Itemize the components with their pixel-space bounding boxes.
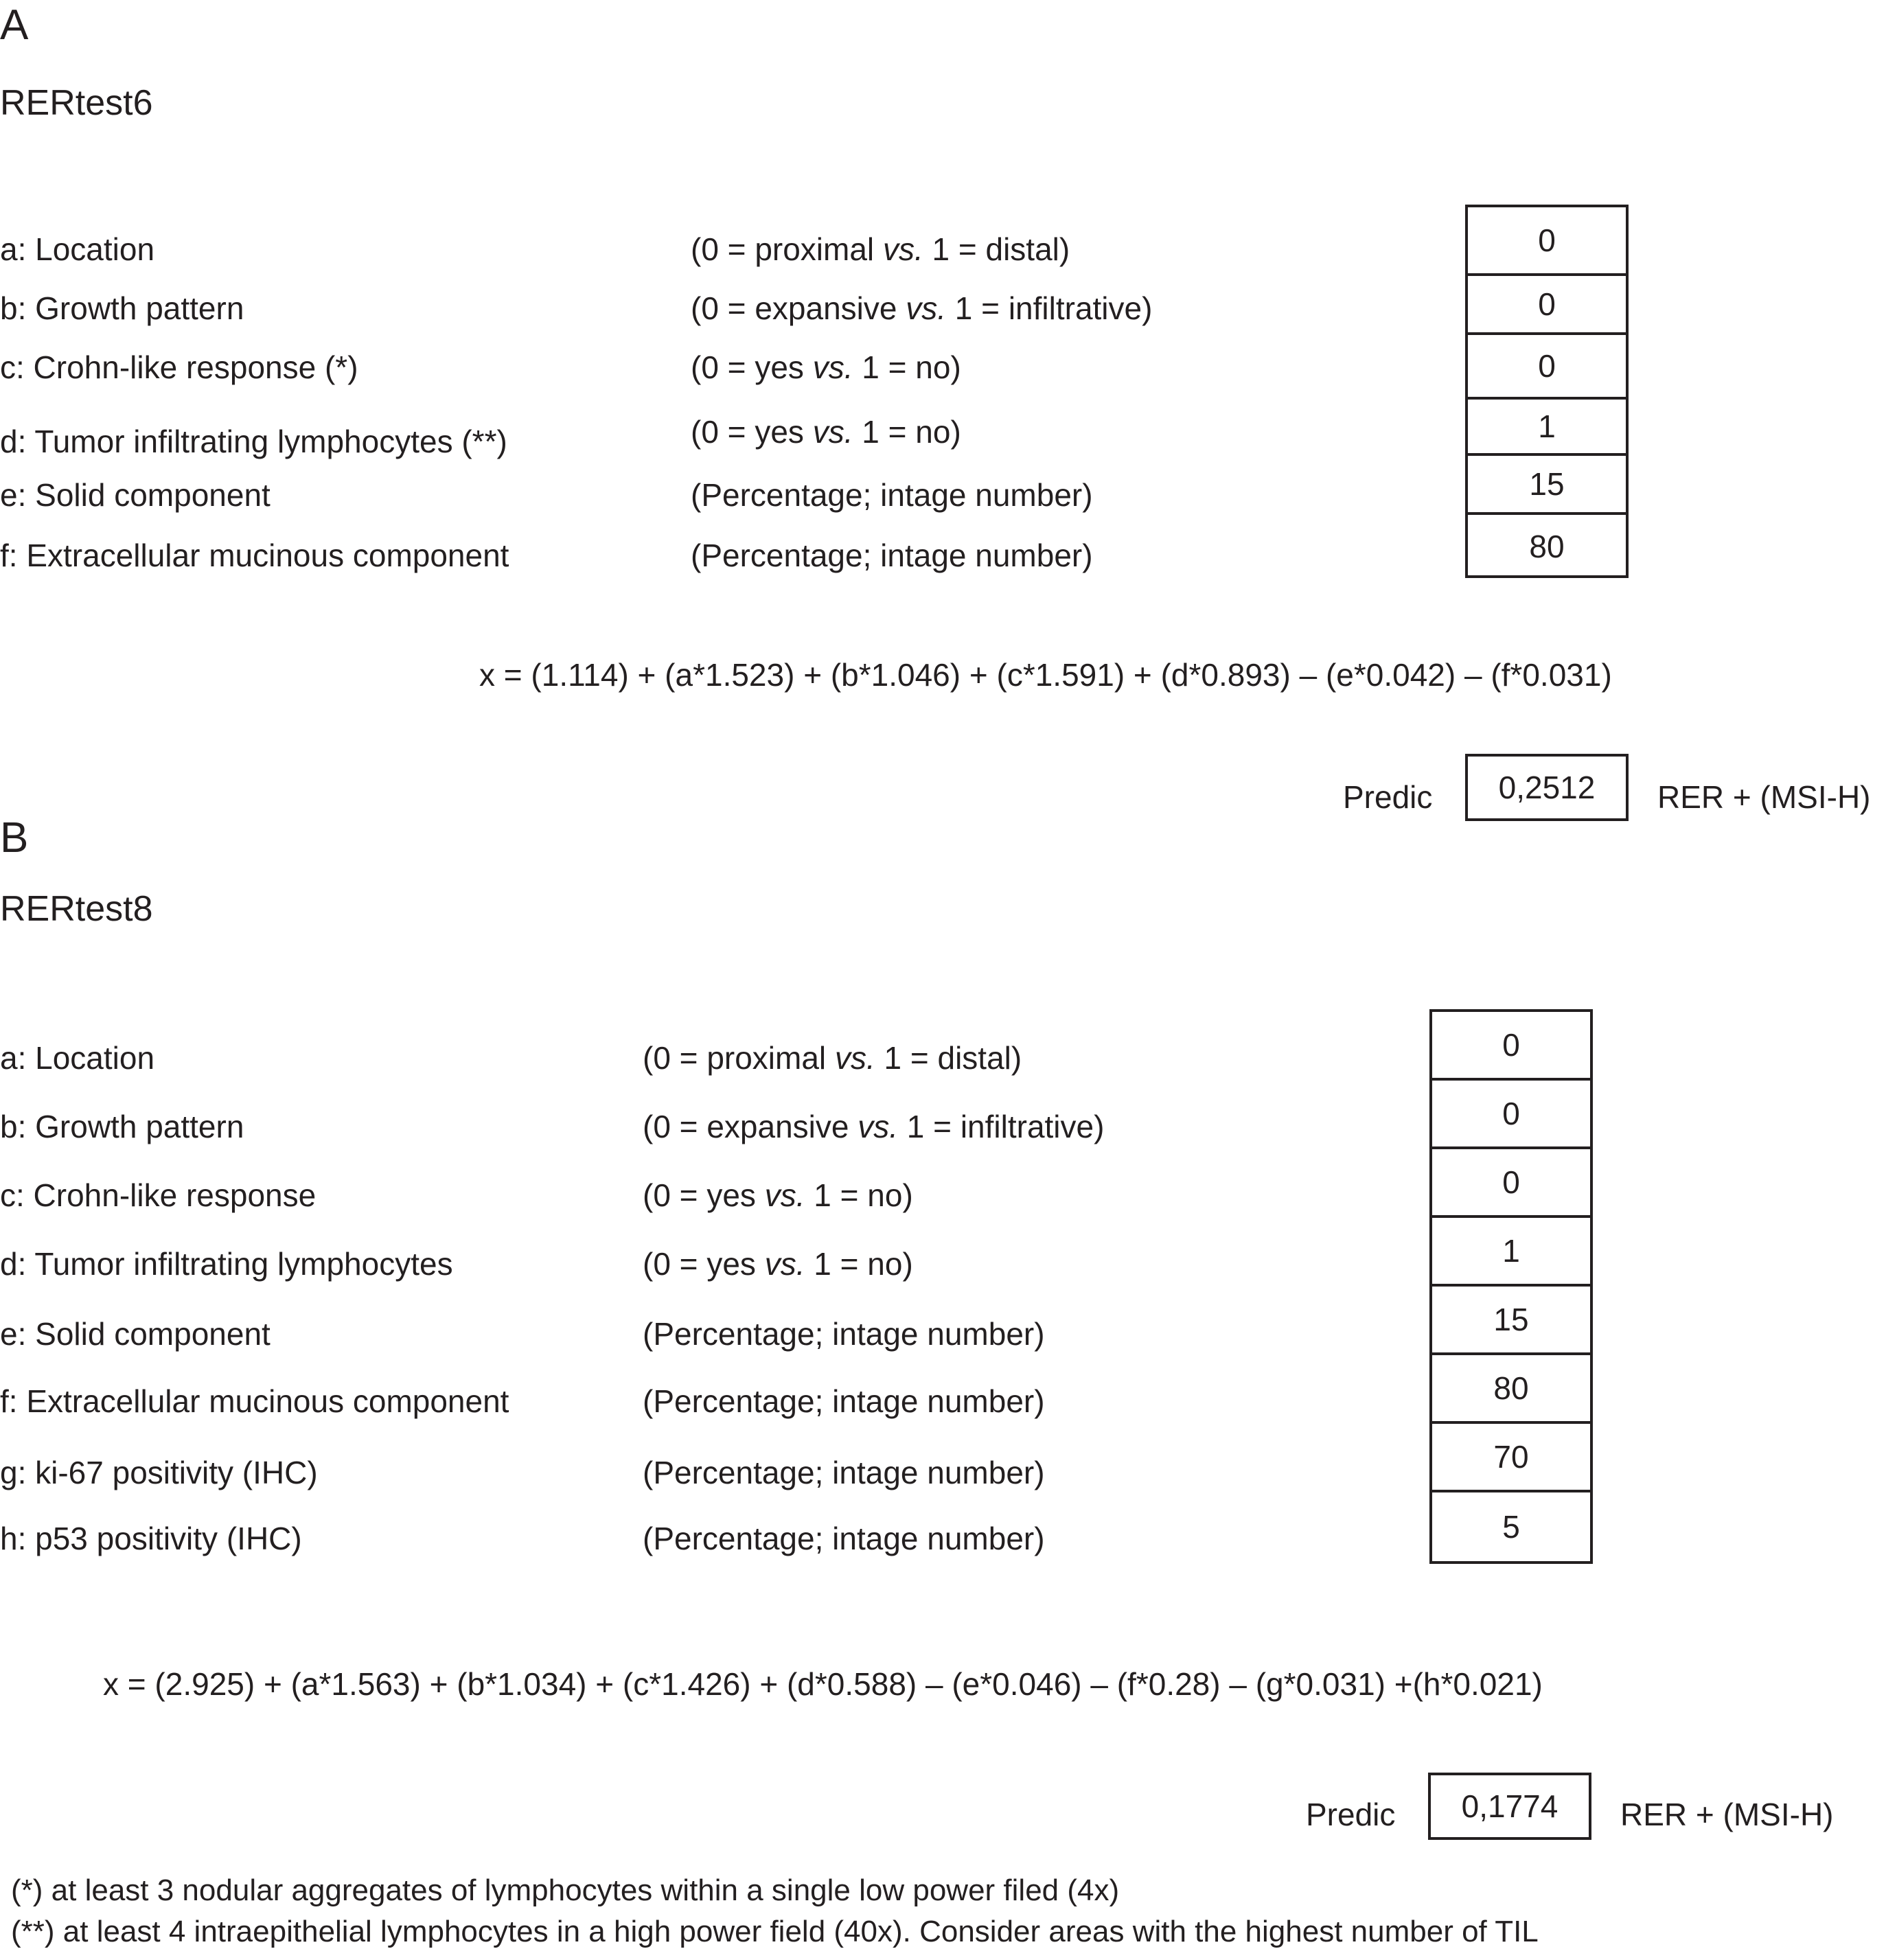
panel-a-option-e: (Percentage; intage number): [691, 477, 1093, 513]
panel-b-label-g: g: ki-67 positivity (IHC): [0, 1455, 318, 1490]
panel-a-option-c: (0 = yes vs. 1 = no): [691, 349, 961, 385]
panel-a-value-c: 0: [1468, 332, 1626, 397]
panel-a-label-b: b: Growth pattern: [0, 290, 244, 326]
panel-b-value-a: 0: [1502, 1027, 1520, 1063]
panel-a-option-d: (0 = yes vs. 1 = no): [691, 414, 961, 450]
panel-b-formula: x = (2.925) + (a*1.563) + (b*1.034) + (c*1.426) + (d*0.588) – (e*0.046) – (f*0.28) – (g*0.031) +(h*0.021): [103, 1666, 1543, 1702]
panel-b-predic-value: 0,1774: [1461, 1788, 1559, 1824]
panel-b-option-e: (Percentage; intage number): [643, 1316, 1045, 1352]
panel-b-label-d: d: Tumor infiltrating lymphocytes: [0, 1246, 453, 1282]
panel-a-result: RER + (MSI-H): [1657, 779, 1871, 815]
panel-a-letter: A: [0, 1, 29, 49]
panel-a-value-f: 80: [1468, 512, 1626, 578]
panel-b-option-b: (0 = expansive vs. 1 = infiltrative): [643, 1109, 1105, 1144]
panel-a-label-d: d: Tumor infiltrating lymphocytes (**): [0, 424, 507, 459]
panel-a-label-f: f: Extracellular mucinous component: [0, 538, 509, 573]
panel-b-option-c: (0 = yes vs. 1 = no): [643, 1177, 913, 1213]
panel-a-value-e: 15: [1468, 453, 1626, 512]
panel-b-option-h: (Percentage; intage number): [643, 1521, 1045, 1556]
panel-a-option-a: (0 = proximal vs. 1 = distal): [691, 231, 1070, 267]
panel-b-option-d: (0 = yes vs. 1 = no): [643, 1246, 913, 1282]
panel-b-letter: B: [0, 814, 29, 862]
panel-b-value-f: 80: [1432, 1352, 1590, 1421]
panel-a-value-box: [1465, 205, 1629, 578]
panel-b-label-c: c: Crohn-like response: [0, 1177, 317, 1213]
panel-a-title: RERtest6: [0, 83, 153, 123]
panel-b-option-f: (Percentage; intage number): [643, 1383, 1045, 1419]
panel-a-option-b: (0 = expansive vs. 1 = infiltrative): [691, 290, 1153, 326]
panel-b-option-g: (Percentage; intage number): [643, 1455, 1045, 1490]
panel-b-value-d: 1: [1432, 1215, 1590, 1284]
panel-a-predic-label: Predic: [1343, 779, 1433, 815]
panel-a-label-a: a: Location: [0, 231, 155, 267]
panel-b-option-a: (0 = proximal vs. 1 = distal): [643, 1040, 1022, 1076]
panel-a-option-f: (Percentage; intage number): [691, 538, 1093, 573]
panel-b-value-g: 70: [1432, 1421, 1590, 1490]
panel-a-predic-box: [1465, 754, 1629, 821]
panel-b-label-b: b: Growth pattern: [0, 1109, 244, 1144]
panel-a-predic-value: 0,2512: [1498, 770, 1596, 805]
panel-b-value-e: 15: [1432, 1284, 1590, 1352]
footnote-double-asterisk: (**) at least 4 intraepithelial lymphocytes in a high power field (40x). Consider areas with the highest number of TIL: [11, 1915, 1539, 1948]
panel-a-label-c: c: Crohn-like response (*): [0, 349, 358, 385]
panel-b-title: RERtest8: [0, 889, 153, 929]
panel-b-label-a: a: Location: [0, 1040, 155, 1076]
panel-b-value-h: 5: [1432, 1490, 1590, 1561]
panel-b-value-box: [1429, 1009, 1593, 1564]
panel-b-value-c: 0: [1432, 1146, 1590, 1215]
panel-b-predic-box: [1428, 1773, 1591, 1840]
panel-a-label-e: e: Solid component: [0, 477, 271, 513]
panel-a-value-a: 0: [1538, 222, 1556, 258]
panel-b-label-f: f: Extracellular mucinous component: [0, 1383, 509, 1419]
panel-b-value-b: 0: [1432, 1078, 1590, 1146]
panel-b-label-e: e: Solid component: [0, 1316, 271, 1352]
panel-b-label-h: h: p53 positivity (IHC): [0, 1521, 302, 1556]
panel-b-result: RER + (MSI-H): [1620, 1797, 1834, 1832]
panel-a-value-b: 0: [1468, 273, 1626, 332]
footnote-single-asterisk: (*) at least 3 nodular aggregates of lymphocytes within a single low power filed (4x): [11, 1873, 1120, 1907]
panel-a-formula: x = (1.114) + (a*1.523) + (b*1.046) + (c*1.591) + (d*0.893) – (e*0.042) – (f*0.031): [479, 657, 1612, 693]
panel-b-predic-label: Predic: [1306, 1797, 1396, 1832]
panel-a-value-d: 1: [1468, 397, 1626, 453]
